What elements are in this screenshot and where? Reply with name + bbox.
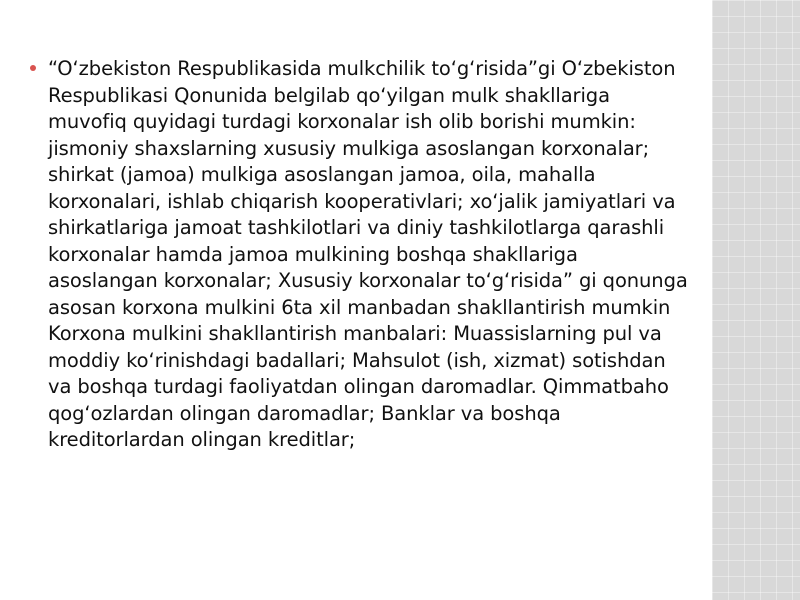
bullet-item bbox=[30, 56, 690, 454]
bullet-dot-icon bbox=[30, 65, 36, 71]
slide-content bbox=[30, 56, 690, 454]
bullet-text: “O‘zbekiston Respublikasida mulkchilik to‘g‘risida”gi O‘zbekiston Respublikasi Qonunida belgilab qo‘yilgan mulk shakllariga muvofiq quyidagi turdagi korxonalar ish olib borishi mumkin: jismoniy shaxslarning xususiy mulkiga asoslangan korxonalar; shirkat (jamoa) mulkiga asoslangan jamoa, oila, mahalla korxonalari, ishlab chiqarish kooperativlari; xo‘jalik jamiyatlari va shirkatlariga jamoat tashkilotlari va diniy tashkilotlarga qarashli korxonalar hamda jamoa mulkining boshqa shakllariga asoslangan korxonalar; Xususiy korxonalar to‘g‘risida” gi qonunga asosan korxona mulkini 6ta xil manbadan shakllantirish mumkin Korxona mulkini shakllantirish manbalari: Muassislarning pul va moddiy ko‘rinishdagi badallari; Mahsulot (ish, xizmat) sotishdan va boshqa turdagi faoliyatdan olingan daromadlar. Qimmatbaho qog‘ozlardan olingan daromadlar; Banklar va boshqa kreditorlardan olingan kreditlar; bbox=[48, 57, 688, 451]
decorative-side-panel bbox=[712, 0, 800, 600]
